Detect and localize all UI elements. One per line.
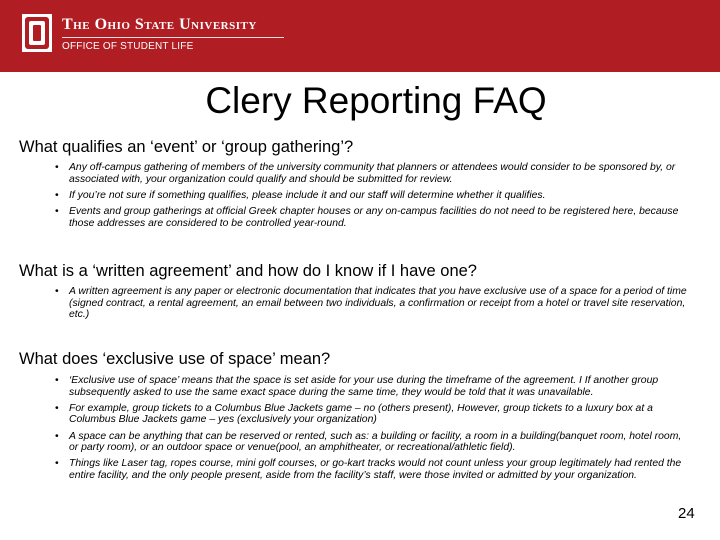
answer-item: • Events and group gatherings at official Greek chapter houses or any on-campus facilities do not need to be registered here, because those addresses are considered to be controlled year-round. <box>55 206 687 229</box>
answer-item: • If you’re not sure if something qualifies, please include it and our staff will determine whether it qualifies. <box>55 190 687 202</box>
answer-list <box>55 162 687 234</box>
university-name: The Ohio State University <box>62 16 257 33</box>
question-heading: What does ‘exclusive use of space’ mean? <box>19 350 331 368</box>
header-bar <box>0 0 720 72</box>
question-heading: What is a ‘written agreement’ and how do I know if I have one? <box>19 262 477 280</box>
page-number: 24 <box>678 505 695 522</box>
answer-item: • Any off-campus gathering of members of the university community that planners or attendees would consider to be sponsored by, or associated with, your organization could qualify and should be submitted for review. <box>55 162 687 185</box>
answer-list <box>55 375 687 486</box>
answer-item: • Things like Laser tag, ropes course, mini golf courses, or go-kart tracks would not count unless your group legitimately had rented the entire facility, and the only people present, aside from the facility’s staff, were those invited or admitted by your organization. <box>55 458 687 481</box>
answer-item: • ‘Exclusive use of space’ means that the space is set aside for your use during the timeframe of the agreement. I If another group subsequently asked to use the same exact space during the same time, they would be told that it was unavailable. <box>55 375 687 398</box>
office-name: OFFICE OF STUDENT LIFE <box>62 41 194 52</box>
question-heading: What qualifies an ‘event’ or ‘group gathering’? <box>19 138 354 156</box>
answer-list <box>55 286 687 325</box>
answer-item: • A space can be anything that can be reserved or rented, such as: a building or facility, a room in a building(banquet room, hotel room, or party room), or an outdoor space or venue(pool, an amphitheater, or recreational/athletic field). <box>55 431 687 454</box>
slide-title: Clery Reporting FAQ <box>205 80 547 121</box>
block-o-logo-icon <box>22 14 52 52</box>
header-divider <box>62 37 284 38</box>
answer-item: • A written agreement is any paper or electronic documentation that indicates that you have exclusive use of a space for a period of time (signed contract, a rental agreement, an email between two individuals, a confirmation or receipt from a hotel or travel site reservation, etc.) <box>55 286 687 321</box>
answer-item: • For example, group tickets to a Columbus Blue Jackets game – no (others present), However, group tickets to a luxury box at a Columbus Blue Jackets game – yes (exclusively your organization) <box>55 403 687 426</box>
